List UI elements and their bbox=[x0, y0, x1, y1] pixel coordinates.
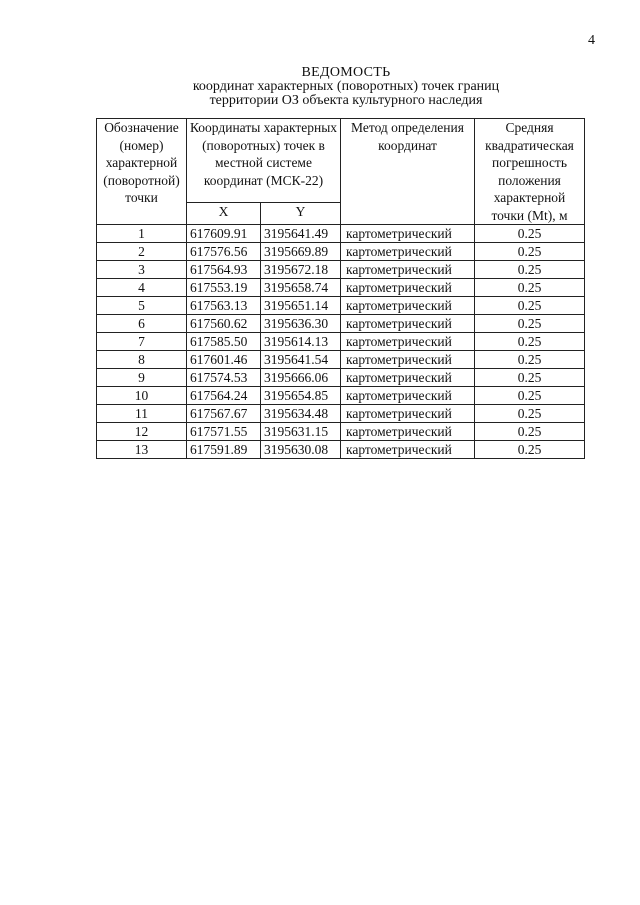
method-cell: картометрический bbox=[341, 387, 475, 405]
point-number-cell: 13 bbox=[97, 441, 187, 459]
header-y: Y bbox=[261, 203, 341, 225]
table-row bbox=[97, 387, 585, 405]
error-cell: 0.25 bbox=[475, 351, 585, 369]
table-row bbox=[97, 243, 585, 261]
header-coordinates: Координаты характерных (поворотных) точек в местной системе координат (МСК-22) bbox=[187, 119, 341, 203]
point-number-cell: 8 bbox=[97, 351, 187, 369]
method-cell: картометрический bbox=[341, 351, 475, 369]
y-coordinate-cell: 3195641.49 bbox=[261, 225, 341, 243]
x-coordinate-cell: 617591.89 bbox=[187, 441, 261, 459]
method-cell: картометрический bbox=[341, 225, 475, 243]
point-number-cell: 9 bbox=[97, 369, 187, 387]
method-cell: картометрический bbox=[341, 279, 475, 297]
table-row bbox=[97, 441, 585, 459]
error-cell: 0.25 bbox=[475, 315, 585, 333]
y-coordinate-cell: 3195636.30 bbox=[261, 315, 341, 333]
coordinates-table bbox=[96, 118, 585, 459]
x-coordinate-cell: 617609.91 bbox=[187, 225, 261, 243]
method-cell: картометрический bbox=[341, 441, 475, 459]
point-number-cell: 7 bbox=[97, 333, 187, 351]
y-coordinate-cell: 3195658.74 bbox=[261, 279, 341, 297]
x-coordinate-cell: 617571.55 bbox=[187, 423, 261, 441]
table-row bbox=[97, 405, 585, 423]
header-x: X bbox=[187, 203, 261, 225]
y-coordinate-cell: 3195634.48 bbox=[261, 405, 341, 423]
error-cell: 0.25 bbox=[475, 297, 585, 315]
y-coordinate-cell: 3195654.85 bbox=[261, 387, 341, 405]
y-coordinate-cell: 3195672.18 bbox=[261, 261, 341, 279]
error-cell: 0.25 bbox=[475, 243, 585, 261]
y-coordinate-cell: 3195614.13 bbox=[261, 333, 341, 351]
method-cell: картометрический bbox=[341, 243, 475, 261]
y-coordinate-cell: 3195651.14 bbox=[261, 297, 341, 315]
header-error: Средняя квадратическая погрешность положения характерной точки (Mt), м bbox=[475, 119, 585, 225]
table-row bbox=[97, 279, 585, 297]
error-cell: 0.25 bbox=[475, 441, 585, 459]
x-coordinate-cell: 617601.46 bbox=[187, 351, 261, 369]
error-cell: 0.25 bbox=[475, 387, 585, 405]
point-number-cell: 11 bbox=[97, 405, 187, 423]
x-coordinate-cell: 617560.62 bbox=[187, 315, 261, 333]
x-coordinate-cell: 617563.13 bbox=[187, 297, 261, 315]
table-row bbox=[97, 261, 585, 279]
table-row bbox=[97, 333, 585, 351]
method-cell: картометрический bbox=[341, 315, 475, 333]
y-coordinate-cell: 3195669.89 bbox=[261, 243, 341, 261]
page-number: 4 bbox=[588, 33, 595, 48]
point-number-cell: 5 bbox=[97, 297, 187, 315]
table-row bbox=[97, 369, 585, 387]
error-cell: 0.25 bbox=[475, 423, 585, 441]
method-cell: картометрический bbox=[341, 261, 475, 279]
point-number-cell: 6 bbox=[97, 315, 187, 333]
x-coordinate-cell: 617564.24 bbox=[187, 387, 261, 405]
error-cell: 0.25 bbox=[475, 261, 585, 279]
y-coordinate-cell: 3195631.15 bbox=[261, 423, 341, 441]
x-coordinate-cell: 617564.93 bbox=[187, 261, 261, 279]
error-cell: 0.25 bbox=[475, 369, 585, 387]
table-row bbox=[97, 315, 585, 333]
error-cell: 0.25 bbox=[475, 333, 585, 351]
header-point: Обозначение (номер) характерной (поворотной) точки bbox=[97, 119, 187, 225]
point-number-cell: 1 bbox=[97, 225, 187, 243]
title-line-3: территории ОЗ объекта культурного наследия bbox=[209, 93, 483, 108]
method-cell: картометрический bbox=[341, 369, 475, 387]
table-row bbox=[97, 297, 585, 315]
method-cell: картометрический bbox=[341, 333, 475, 351]
table-row bbox=[97, 423, 585, 441]
method-cell: картометрический bbox=[341, 405, 475, 423]
error-cell: 0.25 bbox=[475, 405, 585, 423]
method-cell: картометрический bbox=[341, 297, 475, 315]
x-coordinate-cell: 617585.50 bbox=[187, 333, 261, 351]
table-row bbox=[97, 351, 585, 369]
point-number-cell: 4 bbox=[97, 279, 187, 297]
table-row bbox=[97, 225, 585, 243]
point-number-cell: 12 bbox=[97, 423, 187, 441]
y-coordinate-cell: 3195641.54 bbox=[261, 351, 341, 369]
document-title bbox=[96, 66, 596, 108]
point-number-cell: 2 bbox=[97, 243, 187, 261]
x-coordinate-cell: 617574.53 bbox=[187, 369, 261, 387]
y-coordinate-cell: 3195666.06 bbox=[261, 369, 341, 387]
error-cell: 0.25 bbox=[475, 279, 585, 297]
error-cell: 0.25 bbox=[475, 225, 585, 243]
y-coordinate-cell: 3195630.08 bbox=[261, 441, 341, 459]
title-line-1: ВЕДОМОСТЬ bbox=[301, 65, 391, 80]
point-number-cell: 3 bbox=[97, 261, 187, 279]
point-number-cell: 10 bbox=[97, 387, 187, 405]
x-coordinate-cell: 617553.19 bbox=[187, 279, 261, 297]
method-cell: картометрический bbox=[341, 423, 475, 441]
x-coordinate-cell: 617567.67 bbox=[187, 405, 261, 423]
title-line-2: координат характерных (поворотных) точек границ bbox=[192, 79, 500, 94]
x-coordinate-cell: 617576.56 bbox=[187, 243, 261, 261]
header-method: Метод определения координат bbox=[341, 119, 475, 225]
